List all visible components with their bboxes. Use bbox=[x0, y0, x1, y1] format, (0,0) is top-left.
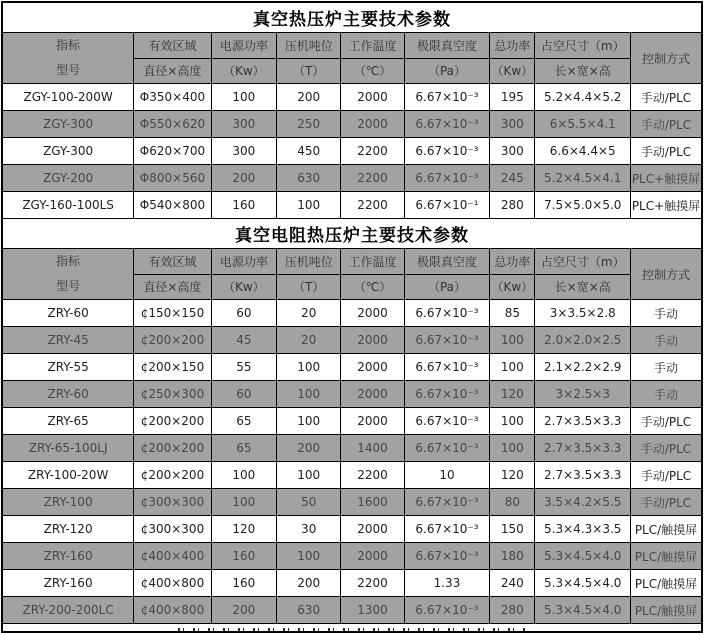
header-col-bottom: （Pa） bbox=[404, 274, 489, 300]
header-col-bottom: 长×宽×高 bbox=[535, 58, 631, 84]
value-cell: 300 bbox=[211, 111, 276, 138]
value-cell: 2000 bbox=[341, 408, 404, 435]
header-col-bottom: （Pa） bbox=[404, 58, 489, 84]
value-cell: 2000 bbox=[341, 354, 404, 381]
value-cell: 手动 bbox=[631, 381, 703, 408]
value-cell: PLC/触摸屏 bbox=[631, 597, 703, 624]
value-cell: 3×3.5×2.8 bbox=[535, 300, 631, 327]
header-col-top: 电源功率 bbox=[211, 249, 276, 275]
value-cell: 2.0×2.0×2.5 bbox=[535, 327, 631, 354]
header-col-top: 占空尺寸（m） bbox=[535, 33, 631, 59]
value-cell: 2200 bbox=[341, 462, 404, 489]
value-cell: 100 bbox=[490, 354, 535, 381]
value-cell: 160 bbox=[211, 192, 276, 219]
value-cell: 100 bbox=[277, 192, 341, 219]
value-cell: 手动/PLC bbox=[631, 408, 703, 435]
header-model-label: 型号 bbox=[56, 279, 81, 293]
value-cell: 300 bbox=[211, 138, 276, 165]
table-row bbox=[2, 138, 702, 165]
value-cell: 6.67×10⁻³ bbox=[404, 381, 489, 408]
value-cell: 120 bbox=[490, 462, 535, 489]
model-cell: ZRY-65 bbox=[2, 408, 134, 435]
value-cell: ¢400×800 bbox=[134, 570, 211, 597]
value-cell: 6.67×10⁻³ bbox=[404, 84, 489, 111]
value-cell: 160 bbox=[211, 543, 276, 570]
value-cell: 6.67×10⁻³ bbox=[404, 435, 489, 462]
value-cell: PLC+触摸屏 bbox=[631, 165, 703, 192]
value-cell: ¢400×400 bbox=[134, 543, 211, 570]
value-cell: 450 bbox=[277, 138, 341, 165]
header-col-top: 占空尺寸（m） bbox=[535, 249, 631, 275]
value-cell: 2.7×3.5×3.3 bbox=[535, 462, 631, 489]
value-cell: 2000 bbox=[341, 381, 404, 408]
header-model-label: 型号 bbox=[56, 63, 81, 77]
header-col-bottom: （Kw） bbox=[490, 58, 535, 84]
table-row bbox=[2, 543, 702, 570]
header-col-bottom: （T） bbox=[277, 58, 341, 84]
spec-sheet bbox=[1, 1, 704, 633]
model-cell: ZGY-300 bbox=[2, 138, 134, 165]
value-cell: 120 bbox=[490, 381, 535, 408]
header-col-top: 工作温度 bbox=[341, 33, 404, 59]
value-cell: 6.67×10⁻³ bbox=[404, 597, 489, 624]
value-cell: Φ550×620 bbox=[134, 111, 211, 138]
value-cell: ¢200×200 bbox=[134, 408, 211, 435]
value-cell: 手动 bbox=[631, 300, 703, 327]
value-cell: 6.67×10⁻¹ bbox=[404, 192, 489, 219]
model-cell: ZRY-45 bbox=[2, 327, 134, 354]
header-col-top: 压机吨位 bbox=[277, 249, 341, 275]
value-cell: 100 bbox=[277, 408, 341, 435]
value-cell: 手动/PLC bbox=[631, 462, 703, 489]
value-cell: 5.3×4.5×4.0 bbox=[535, 597, 631, 624]
value-cell: 50 bbox=[277, 489, 341, 516]
value-cell: 手动/PLC bbox=[631, 111, 703, 138]
value-cell: Φ540×800 bbox=[134, 192, 211, 219]
value-cell: 1400 bbox=[341, 435, 404, 462]
table-row bbox=[2, 300, 702, 327]
model-cell: ZRY-160 bbox=[2, 543, 134, 570]
value-cell: PLC+触摸屏 bbox=[631, 192, 703, 219]
value-cell: 250 bbox=[277, 111, 341, 138]
model-cell: ZGY-200 bbox=[2, 165, 134, 192]
value-cell: PLC/触摸屏 bbox=[631, 516, 703, 543]
header-col-bottom: （℃） bbox=[341, 274, 404, 300]
model-cell: ZRY-60 bbox=[2, 381, 134, 408]
value-cell: 2200 bbox=[341, 570, 404, 597]
value-cell: 200 bbox=[277, 435, 341, 462]
table-row bbox=[2, 111, 702, 138]
value-cell: 60 bbox=[211, 300, 276, 327]
spec-table-body bbox=[2, 2, 702, 632]
model-cell: ZGY-100-200W bbox=[2, 84, 134, 111]
value-cell: 120 bbox=[211, 516, 276, 543]
value-cell: 100 bbox=[211, 84, 276, 111]
value-cell: Φ800×560 bbox=[134, 165, 211, 192]
header-col-bottom: （T） bbox=[277, 274, 341, 300]
value-cell: 100 bbox=[490, 408, 535, 435]
value-cell: Φ620×700 bbox=[134, 138, 211, 165]
value-cell: 3.5×4.2×5.5 bbox=[535, 489, 631, 516]
section-title-row bbox=[2, 2, 702, 33]
value-cell: 30 bbox=[277, 516, 341, 543]
value-cell: ¢200×200 bbox=[134, 462, 211, 489]
value-cell: 5.2×4.4×5.2 bbox=[535, 84, 631, 111]
model-cell: ZRY-100-20W bbox=[2, 462, 134, 489]
header-col-top: 电源功率 bbox=[211, 33, 276, 59]
header-col-bottom: （Kw） bbox=[211, 58, 276, 84]
value-cell: 2.7×3.5×3.3 bbox=[535, 408, 631, 435]
value-cell: 280 bbox=[490, 597, 535, 624]
value-cell: 180 bbox=[490, 543, 535, 570]
table-row bbox=[2, 327, 702, 354]
table-row bbox=[2, 354, 702, 381]
value-cell: 200 bbox=[211, 165, 276, 192]
header-col-bottom: （℃） bbox=[341, 58, 404, 84]
value-cell: 6.67×10⁻³ bbox=[404, 408, 489, 435]
value-cell: 630 bbox=[277, 597, 341, 624]
value-cell: 280 bbox=[490, 192, 535, 219]
value-cell: 2000 bbox=[341, 84, 404, 111]
value-cell: PLC/触摸屏 bbox=[631, 570, 703, 597]
table-row bbox=[2, 489, 702, 516]
header-index-model bbox=[2, 249, 134, 300]
value-cell: ¢150×150 bbox=[134, 300, 211, 327]
value-cell: ¢300×300 bbox=[134, 489, 211, 516]
value-cell: 2000 bbox=[341, 543, 404, 570]
clipped-footer-row bbox=[2, 624, 702, 633]
value-cell: 5.3×4.5×4.0 bbox=[535, 543, 631, 570]
value-cell: 100 bbox=[211, 489, 276, 516]
value-cell: 1300 bbox=[341, 597, 404, 624]
value-cell: 6.67×10⁻³ bbox=[404, 516, 489, 543]
value-cell: 5.3×4.5×4.0 bbox=[535, 570, 631, 597]
value-cell: 手动/PLC bbox=[631, 138, 703, 165]
section-title: 真空电阻热压炉主要技术参数 bbox=[2, 219, 702, 249]
model-cell: ZRY-200-200LC bbox=[2, 597, 134, 624]
value-cell: 20 bbox=[277, 300, 341, 327]
header-col-top: 压机吨位 bbox=[277, 33, 341, 59]
value-cell: 65 bbox=[211, 408, 276, 435]
value-cell: 2000 bbox=[341, 327, 404, 354]
value-cell: 6.67×10⁻³ bbox=[404, 111, 489, 138]
value-cell: 5.3×4.3×3.5 bbox=[535, 516, 631, 543]
value-cell: 10 bbox=[404, 462, 489, 489]
section-title: 真空热压炉主要技术参数 bbox=[2, 2, 702, 33]
value-cell: 300 bbox=[490, 111, 535, 138]
header-col-bottom: 长×宽×高 bbox=[535, 274, 631, 300]
value-cell: 195 bbox=[490, 84, 535, 111]
value-cell: 200 bbox=[277, 570, 341, 597]
value-cell: ¢200×150 bbox=[134, 354, 211, 381]
value-cell: ¢200×200 bbox=[134, 327, 211, 354]
value-cell: 2.1×2.2×2.9 bbox=[535, 354, 631, 381]
value-cell: 手动/PLC bbox=[631, 489, 703, 516]
header-index-label: 指标 bbox=[56, 254, 81, 268]
value-cell: 6.67×10⁻³ bbox=[404, 327, 489, 354]
value-cell: 300 bbox=[490, 138, 535, 165]
value-cell: 100 bbox=[490, 435, 535, 462]
table-row bbox=[2, 381, 702, 408]
value-cell: 100 bbox=[277, 381, 341, 408]
value-cell: 1.33 bbox=[404, 570, 489, 597]
value-cell: ¢200×200 bbox=[134, 435, 211, 462]
value-cell: 2000 bbox=[341, 300, 404, 327]
value-cell: 80 bbox=[490, 489, 535, 516]
model-cell: ZRY-100 bbox=[2, 489, 134, 516]
value-cell: 7.5×5.0×5.0 bbox=[535, 192, 631, 219]
table-row bbox=[2, 192, 702, 219]
model-cell: ZRY-60 bbox=[2, 300, 134, 327]
header-col-bottom: （Kw） bbox=[490, 274, 535, 300]
value-cell: 1600 bbox=[341, 489, 404, 516]
table-row bbox=[2, 462, 702, 489]
table-row bbox=[2, 435, 702, 462]
header-col-top: 极限真空度 bbox=[404, 33, 489, 59]
header-col-bottom: 直径×高度 bbox=[134, 58, 211, 84]
value-cell: 85 bbox=[490, 300, 535, 327]
value-cell: 6.67×10⁻³ bbox=[404, 300, 489, 327]
header-row-top bbox=[2, 33, 702, 59]
value-cell: 20 bbox=[277, 327, 341, 354]
value-cell: 5.2×4.5×4.1 bbox=[535, 165, 631, 192]
value-cell: 2.7×3.5×3.3 bbox=[535, 435, 631, 462]
value-cell: 2000 bbox=[341, 111, 404, 138]
header-col-top: 总功率 bbox=[490, 33, 535, 59]
value-cell: 100 bbox=[211, 462, 276, 489]
header-col-top: 有效区域 bbox=[134, 33, 211, 59]
value-cell: 100 bbox=[277, 543, 341, 570]
model-cell: ZRY-65-100LJ bbox=[2, 435, 134, 462]
value-cell: 240 bbox=[490, 570, 535, 597]
value-cell: 100 bbox=[277, 462, 341, 489]
model-cell: ZRY-120 bbox=[2, 516, 134, 543]
header-col-top: 极限真空度 bbox=[404, 249, 489, 275]
value-cell: 2200 bbox=[341, 165, 404, 192]
value-cell: ¢250×300 bbox=[134, 381, 211, 408]
header-col-top: 总功率 bbox=[490, 249, 535, 275]
clipped-note-cell bbox=[2, 624, 702, 633]
header-control: 控制方式 bbox=[631, 249, 703, 300]
value-cell: 100 bbox=[277, 354, 341, 381]
value-cell: 6.67×10⁻³ bbox=[404, 354, 489, 381]
header-index-label: 指标 bbox=[56, 38, 81, 52]
value-cell: 3×2.5×3 bbox=[535, 381, 631, 408]
value-cell: 6.67×10⁻³ bbox=[404, 543, 489, 570]
value-cell: 6.67×10⁻³ bbox=[404, 165, 489, 192]
value-cell: 100 bbox=[490, 327, 535, 354]
value-cell: 2200 bbox=[341, 138, 404, 165]
header-col-top: 有效区域 bbox=[134, 249, 211, 275]
value-cell: 手动 bbox=[631, 354, 703, 381]
value-cell: 200 bbox=[277, 84, 341, 111]
value-cell: 6.67×10⁻³ bbox=[404, 489, 489, 516]
value-cell: 45 bbox=[211, 327, 276, 354]
value-cell: 手动/PLC bbox=[631, 84, 703, 111]
value-cell: Φ350×400 bbox=[134, 84, 211, 111]
table-row bbox=[2, 165, 702, 192]
value-cell: ¢300×300 bbox=[134, 516, 211, 543]
model-cell: ZRY-160 bbox=[2, 570, 134, 597]
table-row bbox=[2, 570, 702, 597]
value-cell: ¢400×800 bbox=[134, 597, 211, 624]
value-cell: 200 bbox=[211, 597, 276, 624]
header-col-bottom: （Kw） bbox=[211, 274, 276, 300]
table-row bbox=[2, 408, 702, 435]
table-row bbox=[2, 516, 702, 543]
value-cell: 245 bbox=[490, 165, 535, 192]
value-cell: 手动/PLC bbox=[631, 435, 703, 462]
section-title-row bbox=[2, 219, 702, 249]
value-cell: 55 bbox=[211, 354, 276, 381]
model-cell: ZGY-300 bbox=[2, 111, 134, 138]
header-control: 控制方式 bbox=[631, 33, 703, 84]
value-cell: 60 bbox=[211, 381, 276, 408]
value-cell: 手动 bbox=[631, 327, 703, 354]
table-row bbox=[2, 597, 702, 624]
header-col-bottom: 直径×高度 bbox=[134, 274, 211, 300]
value-cell: 630 bbox=[277, 165, 341, 192]
value-cell: PLC/触摸屏 bbox=[631, 543, 703, 570]
value-cell: 2000 bbox=[341, 516, 404, 543]
value-cell: 2200 bbox=[341, 192, 404, 219]
spec-table bbox=[1, 1, 703, 633]
table-row bbox=[2, 84, 702, 111]
model-cell: ZGY-160-100LS bbox=[2, 192, 134, 219]
model-cell: ZRY-55 bbox=[2, 354, 134, 381]
header-index-model bbox=[2, 33, 134, 84]
value-cell: 65 bbox=[211, 435, 276, 462]
value-cell: 150 bbox=[490, 516, 535, 543]
value-cell: 6.6×4.4×5 bbox=[535, 138, 631, 165]
header-row-top bbox=[2, 249, 702, 275]
value-cell: 6×5.5×4.1 bbox=[535, 111, 631, 138]
value-cell: 160 bbox=[211, 570, 276, 597]
value-cell: 6.67×10⁻³ bbox=[404, 138, 489, 165]
header-col-top: 工作温度 bbox=[341, 249, 404, 275]
